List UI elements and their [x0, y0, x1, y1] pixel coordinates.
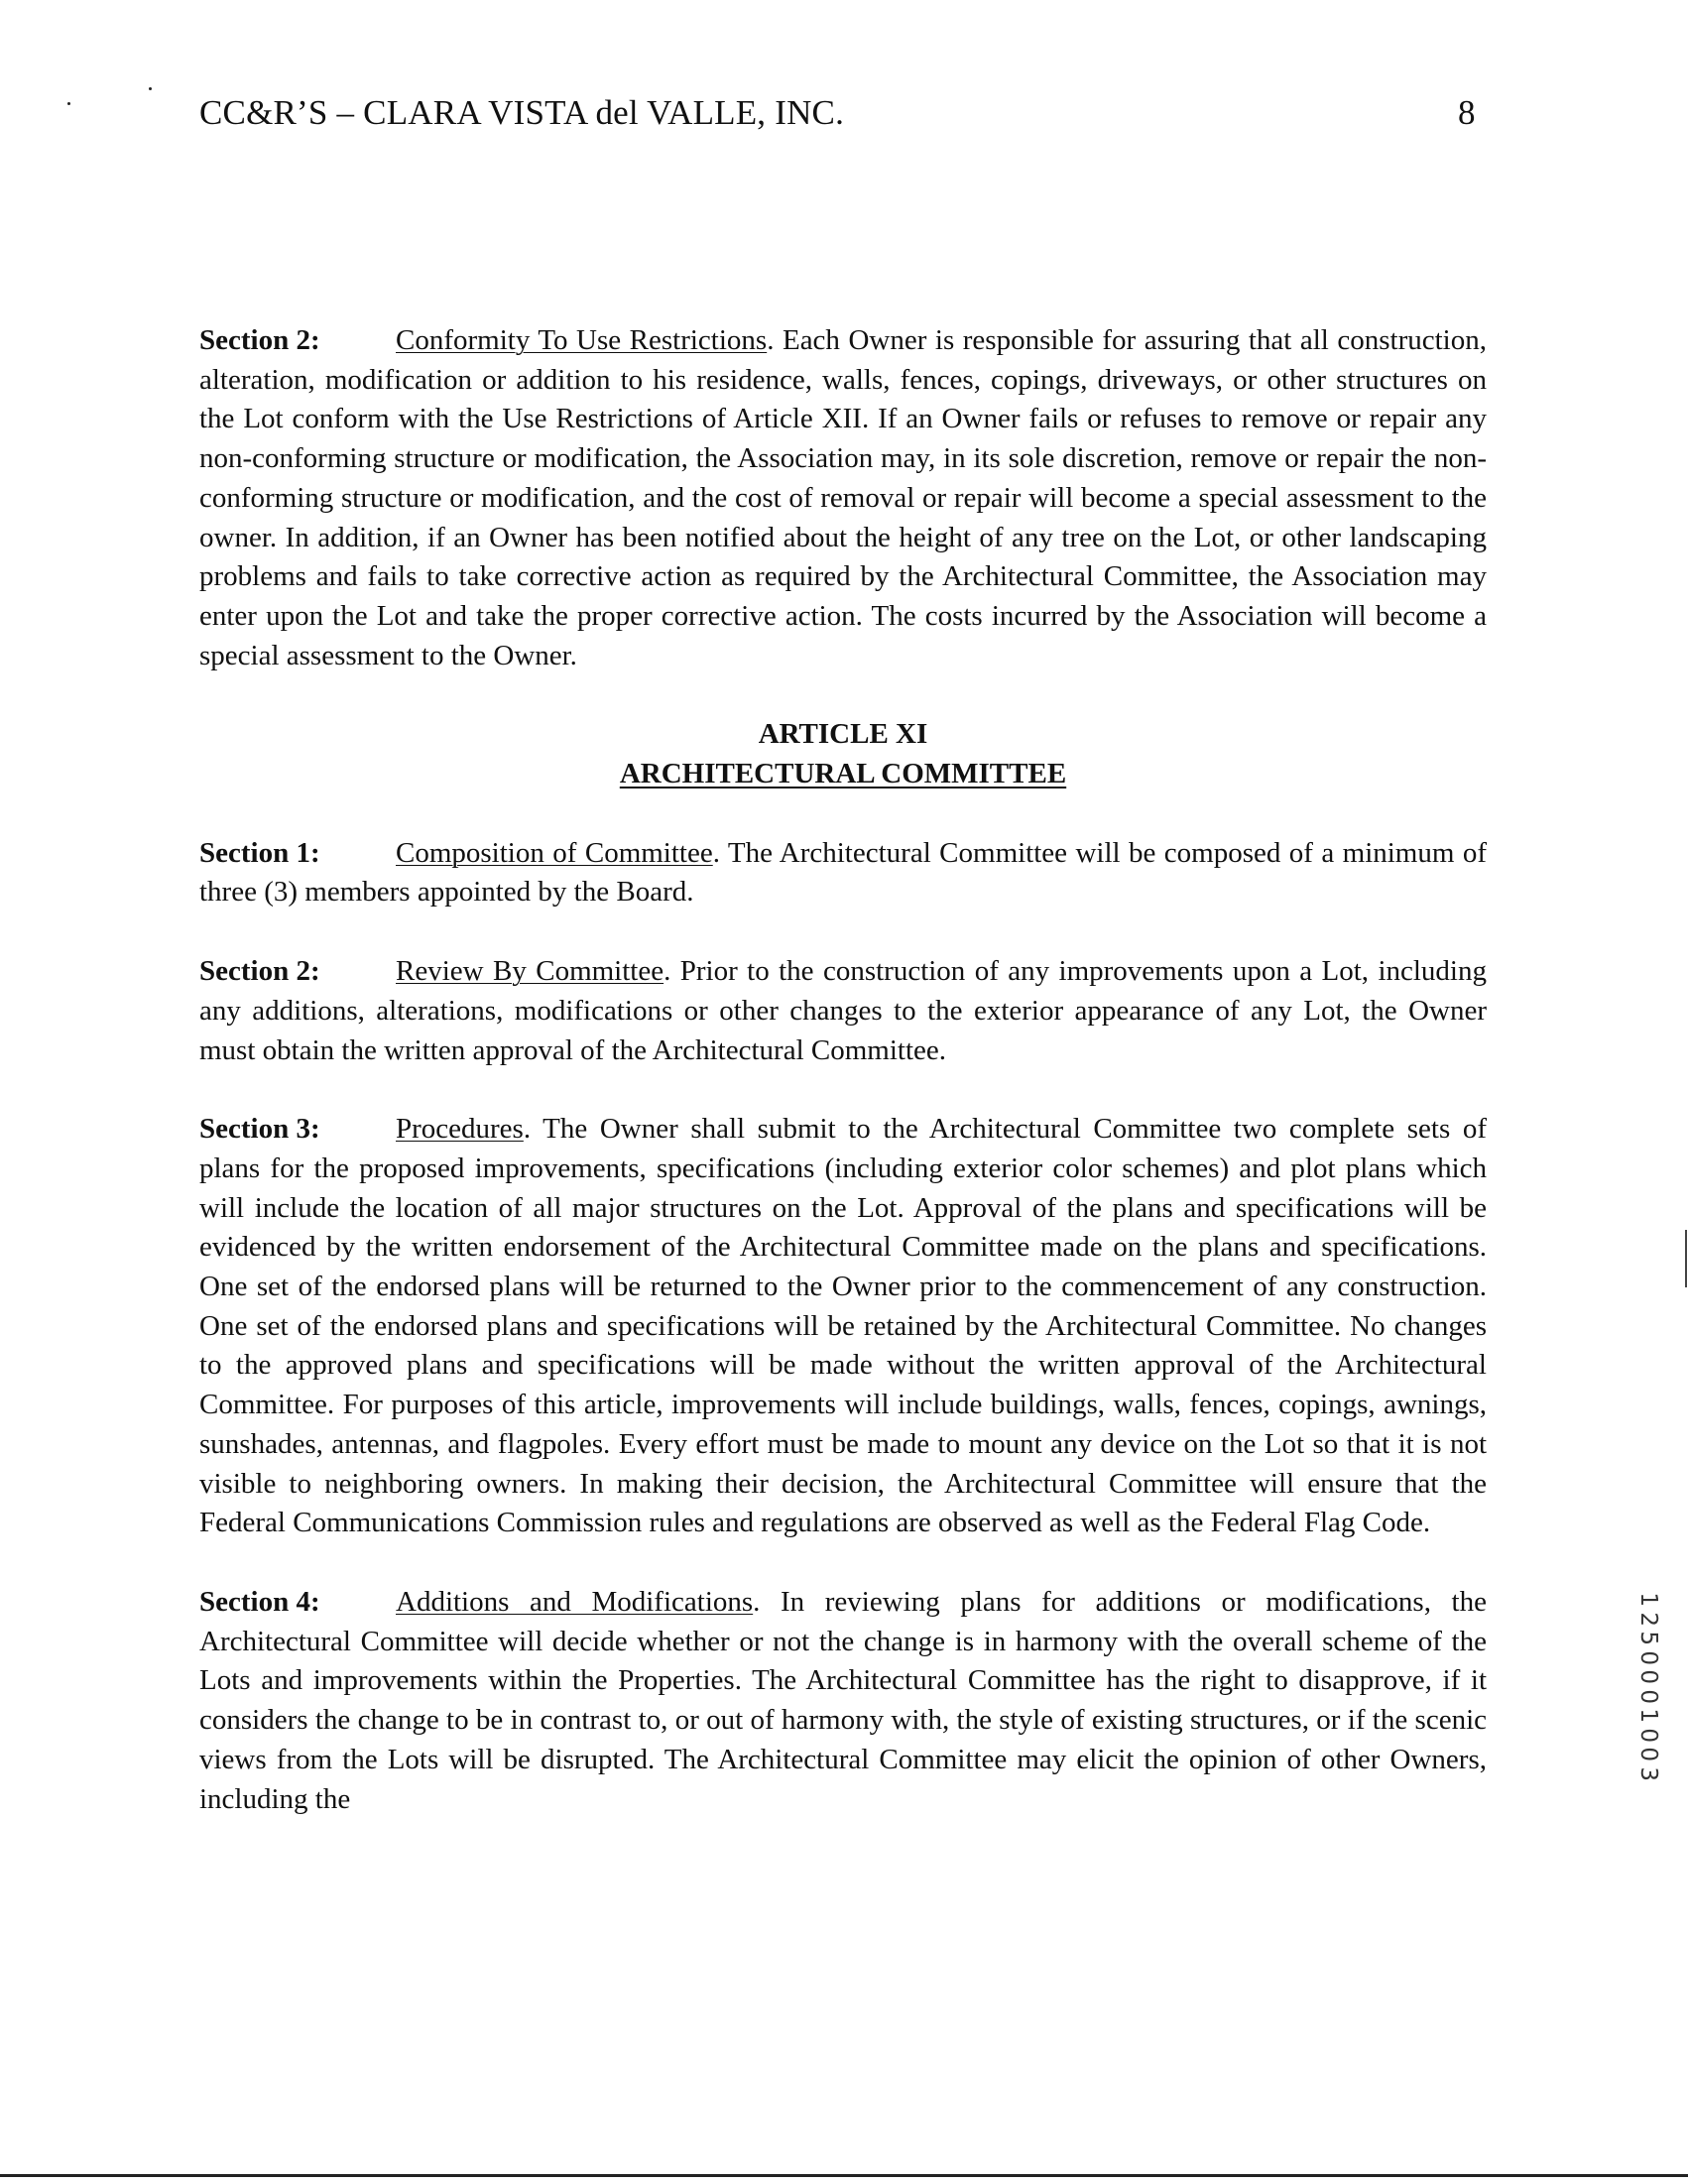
- section-label: Section 2:: [199, 955, 320, 988]
- doc-number-char: 0: [1634, 1688, 1661, 1704]
- section-title: Composition of Committee: [396, 836, 713, 869]
- section-text: . The Architectural Committee will be composed of a minimum of three (3) members appointed by the Board.: [199, 836, 1488, 909]
- section-3-procedures: [199, 1110, 1487, 1543]
- section-1-composition: [199, 834, 1487, 912]
- doc-number-char: 0: [1634, 1669, 1661, 1685]
- section-text: . Each Owner is responsible for assuring that all construction, alteration, modification or addition to his residence, walls, fences, copings, driveways, or other structures on the Lot conform with the Use Restrictions of Article XII. If an Owner fails or refuses to remove or repair any non-conforming structure or modification, the Association may, in its sole discretion, remove or repair the non-conforming structure or modification, and the cost of removal or repair will become a special assessment to the owner. In addition, if an Owner has been notified about the height of any tree on the Lot, or other landscaping problems and fails to take corrective action as required by the Architectural Committee, the Association may enter upon the Lot and take the proper corrective action. The costs incurred by the Association will become a special assessment to the Owner.: [199, 324, 1487, 671]
- doc-number-char: 0: [1634, 1747, 1661, 1762]
- scan-speck: [149, 87, 152, 90]
- doc-number-char: 5: [1634, 1631, 1661, 1646]
- document-control-number: [1632, 1590, 1662, 1783]
- section-2-use-restrictions: [199, 321, 1487, 675]
- page-number: 8: [1458, 93, 1476, 132]
- section-title: Additions and Modifications: [396, 1585, 754, 1618]
- section-label: Section 4:: [199, 1585, 320, 1618]
- doc-number-char: 1: [1634, 1592, 1661, 1608]
- scan-margin-mark: [1685, 1230, 1687, 1287]
- section-title: Procedures: [396, 1113, 524, 1146]
- doc-number-char: 3: [1634, 1765, 1661, 1781]
- article-number: ARTICLE XI: [758, 718, 928, 751]
- section-text: . In reviewing plans for additions or modifications, the Architectural Committee will decide whether or not the change is in harmony with the overall scheme of the Lots and improvements within the Properties. The Architectural Committee has the right to disapprove, if it considers the change to be in contrast to, or out of harmony with, the style of existing structures, or if the scenic views from the Lots will be disrupted. The Architectural Committee may elicit the opinion of other Owners, including the: [199, 1585, 1487, 1815]
- article-title: ARCHITECTURAL COMMITTEE: [619, 758, 1067, 790]
- section-title: Conformity To Use Restrictions: [396, 324, 768, 356]
- doc-number-char: 2: [1634, 1611, 1661, 1627]
- document-body: [199, 321, 1487, 1859]
- article-heading: [199, 715, 1487, 793]
- section-label: Section 3:: [199, 1113, 320, 1146]
- section-text: . The Owner shall submit to the Architectural Committee two complete sets of plans for the proposed improvements, specifications (including exterior color schemes) and plot plans which will include the location of all major structures on the Lot. Approval of the plans and specifications will be evidenced by the written endorsement of the Architectural Committee made on the plans and specifications. One set of the endorsed plans will be returned to the Owner prior to the commencement of any construction. One set of the endorsed plans and specifications will be retained by the Architectural Committee. No changes to the approved plans and specifications will be made without the written approval of the Architectural Committee. For purposes of this article, improvements will include buildings, walls, fences, copings, awnings, sunshades, antennas, and flagpoles. Every effort must be made to mount any device on the Lot so that it is not visible to neighboring owners. In making their decision, the Architectural Committee will ensure that the Federal Communications Commission rules and regulations are observed as well as the Federal Flag Code.: [199, 1113, 1487, 1539]
- section-label: Section 2:: [199, 324, 320, 356]
- section-4-additions: [199, 1583, 1487, 1819]
- doc-number-char: 0: [1634, 1727, 1661, 1743]
- page-bottom-edge: [0, 2174, 1688, 2177]
- document-header-title: CC&R’S – CLARA VISTA del VALLE, INC.: [199, 93, 845, 132]
- section-title: Review By Committee: [396, 955, 664, 988]
- section-2-review: [199, 952, 1487, 1070]
- section-label: Section 1:: [199, 836, 320, 869]
- doc-number-char: 0: [1634, 1649, 1661, 1665]
- scan-speck: [67, 102, 70, 105]
- doc-number-char: 1: [1634, 1708, 1661, 1724]
- section-text: . Prior to the construction of any improvements upon a Lot, including any additions, alterations, modifications or other changes to the exterior appearance of any Lot, the Owner must obtain the written approval of the Architectural Committee.: [199, 955, 1487, 1066]
